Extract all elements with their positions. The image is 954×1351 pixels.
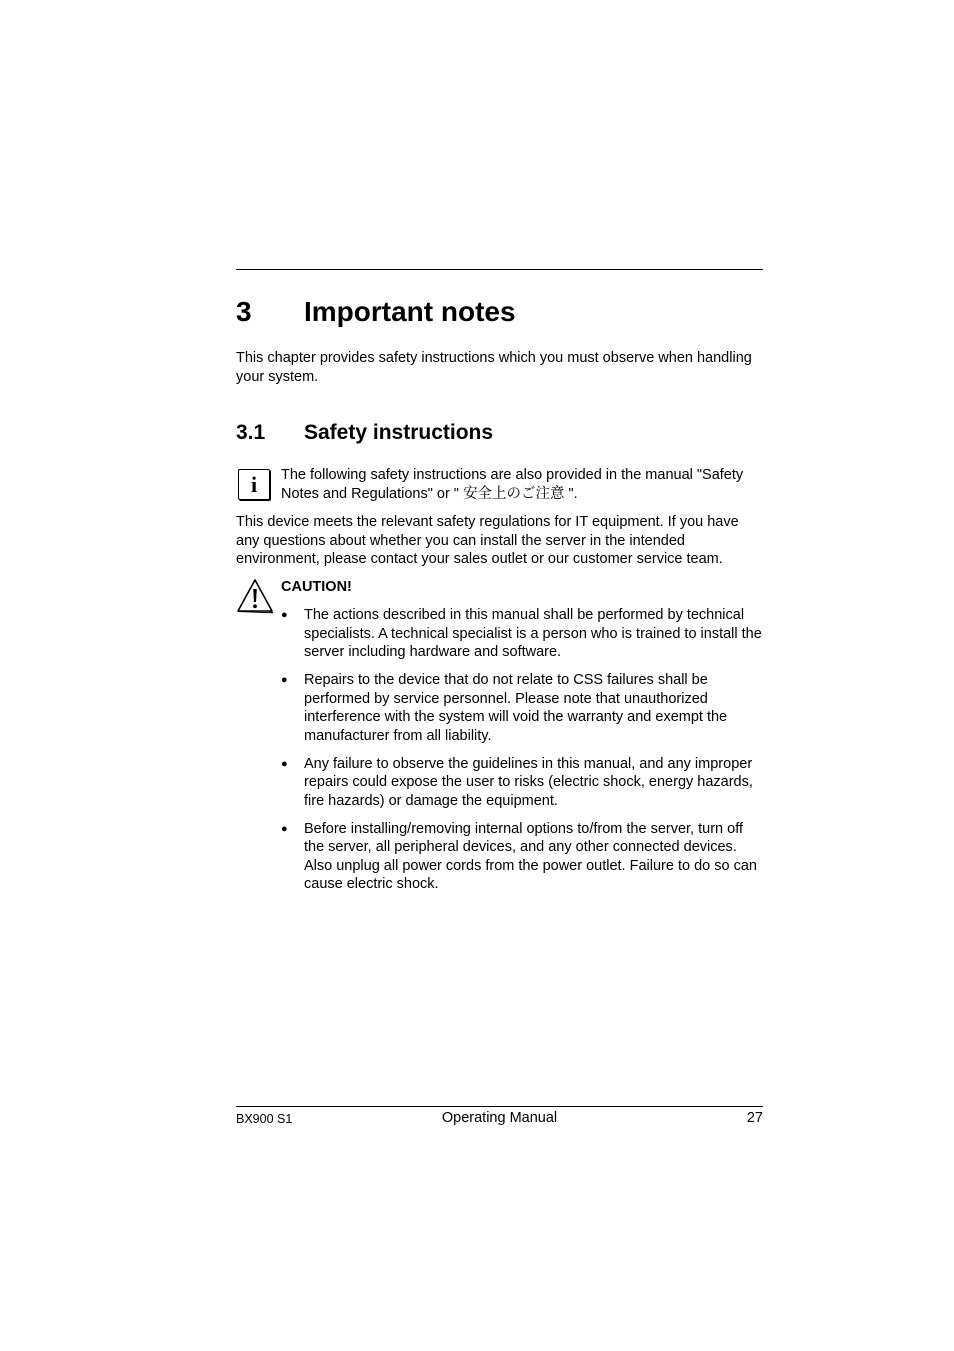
bullet-icon: ● <box>281 674 288 686</box>
chapter-title: Important notes <box>304 296 516 327</box>
bullet-icon: ● <box>281 757 288 770</box>
caution-item-text: The actions described in this manual shall be performed by technical specialists. A technical specialist is a person who is trained to install the server including hardware and software. <box>304 607 762 660</box>
section-heading <box>236 418 763 448</box>
footer-page-number: 27 <box>746 1110 763 1126</box>
section-title: Safety instructions <box>304 421 494 444</box>
warning-triangle-icon <box>236 578 274 614</box>
info-note-text: The following safety instructions are also provided in the manual "Safety Notes and Regulations" or " 安全上のご注意 ". <box>281 467 744 502</box>
top-rule <box>236 269 763 270</box>
caution-list <box>281 606 765 903</box>
footer-manual-title: Operating Manual <box>441 1110 558 1126</box>
chapter-heading <box>236 292 763 332</box>
bullet-icon: ● <box>281 822 288 835</box>
list-item <box>281 755 765 811</box>
bullet-icon: ● <box>281 609 288 621</box>
chapter-number: 3 <box>236 296 252 327</box>
chapter-intro: This chapter provides safety instructions which you must observe when handling your system. <box>236 350 752 385</box>
list-item <box>281 820 765 894</box>
caution-item-text: Before installing/removing internal options to/from the server, turn off the server, all peripheral devices, and any other connected devices. Also unplug all power cords from the power outlet. Failure to do so can cause electric shock. <box>304 820 757 892</box>
caution-item-text: Repairs to the device that do not relate to CSS failures shall be performed by service personnel. Please note that unauthorized interference with the system will void the warranty and exempt the manufacturer from all liability. <box>304 672 728 744</box>
list-item <box>281 606 765 662</box>
caution-label: CAUTION! <box>281 579 352 595</box>
caution-item-text: Any failure to observe the guidelines in this manual, and any improper repairs could expose the user to risks (electric shock, energy hazards, fire hazards) or damage the equipment. <box>304 755 753 809</box>
footer-rule <box>236 1106 763 1107</box>
list-item <box>281 671 765 745</box>
device-paragraph: This device meets the relevant safety regulations for IT equipment. If you have any questions about whether you can install the server in the intended environment, please contact your sales outlet or our customer service team. <box>236 514 739 567</box>
section-number: 3.1 <box>236 421 266 444</box>
info-icon: i <box>238 469 270 500</box>
footer-product: BX900 S1 <box>236 1112 293 1126</box>
